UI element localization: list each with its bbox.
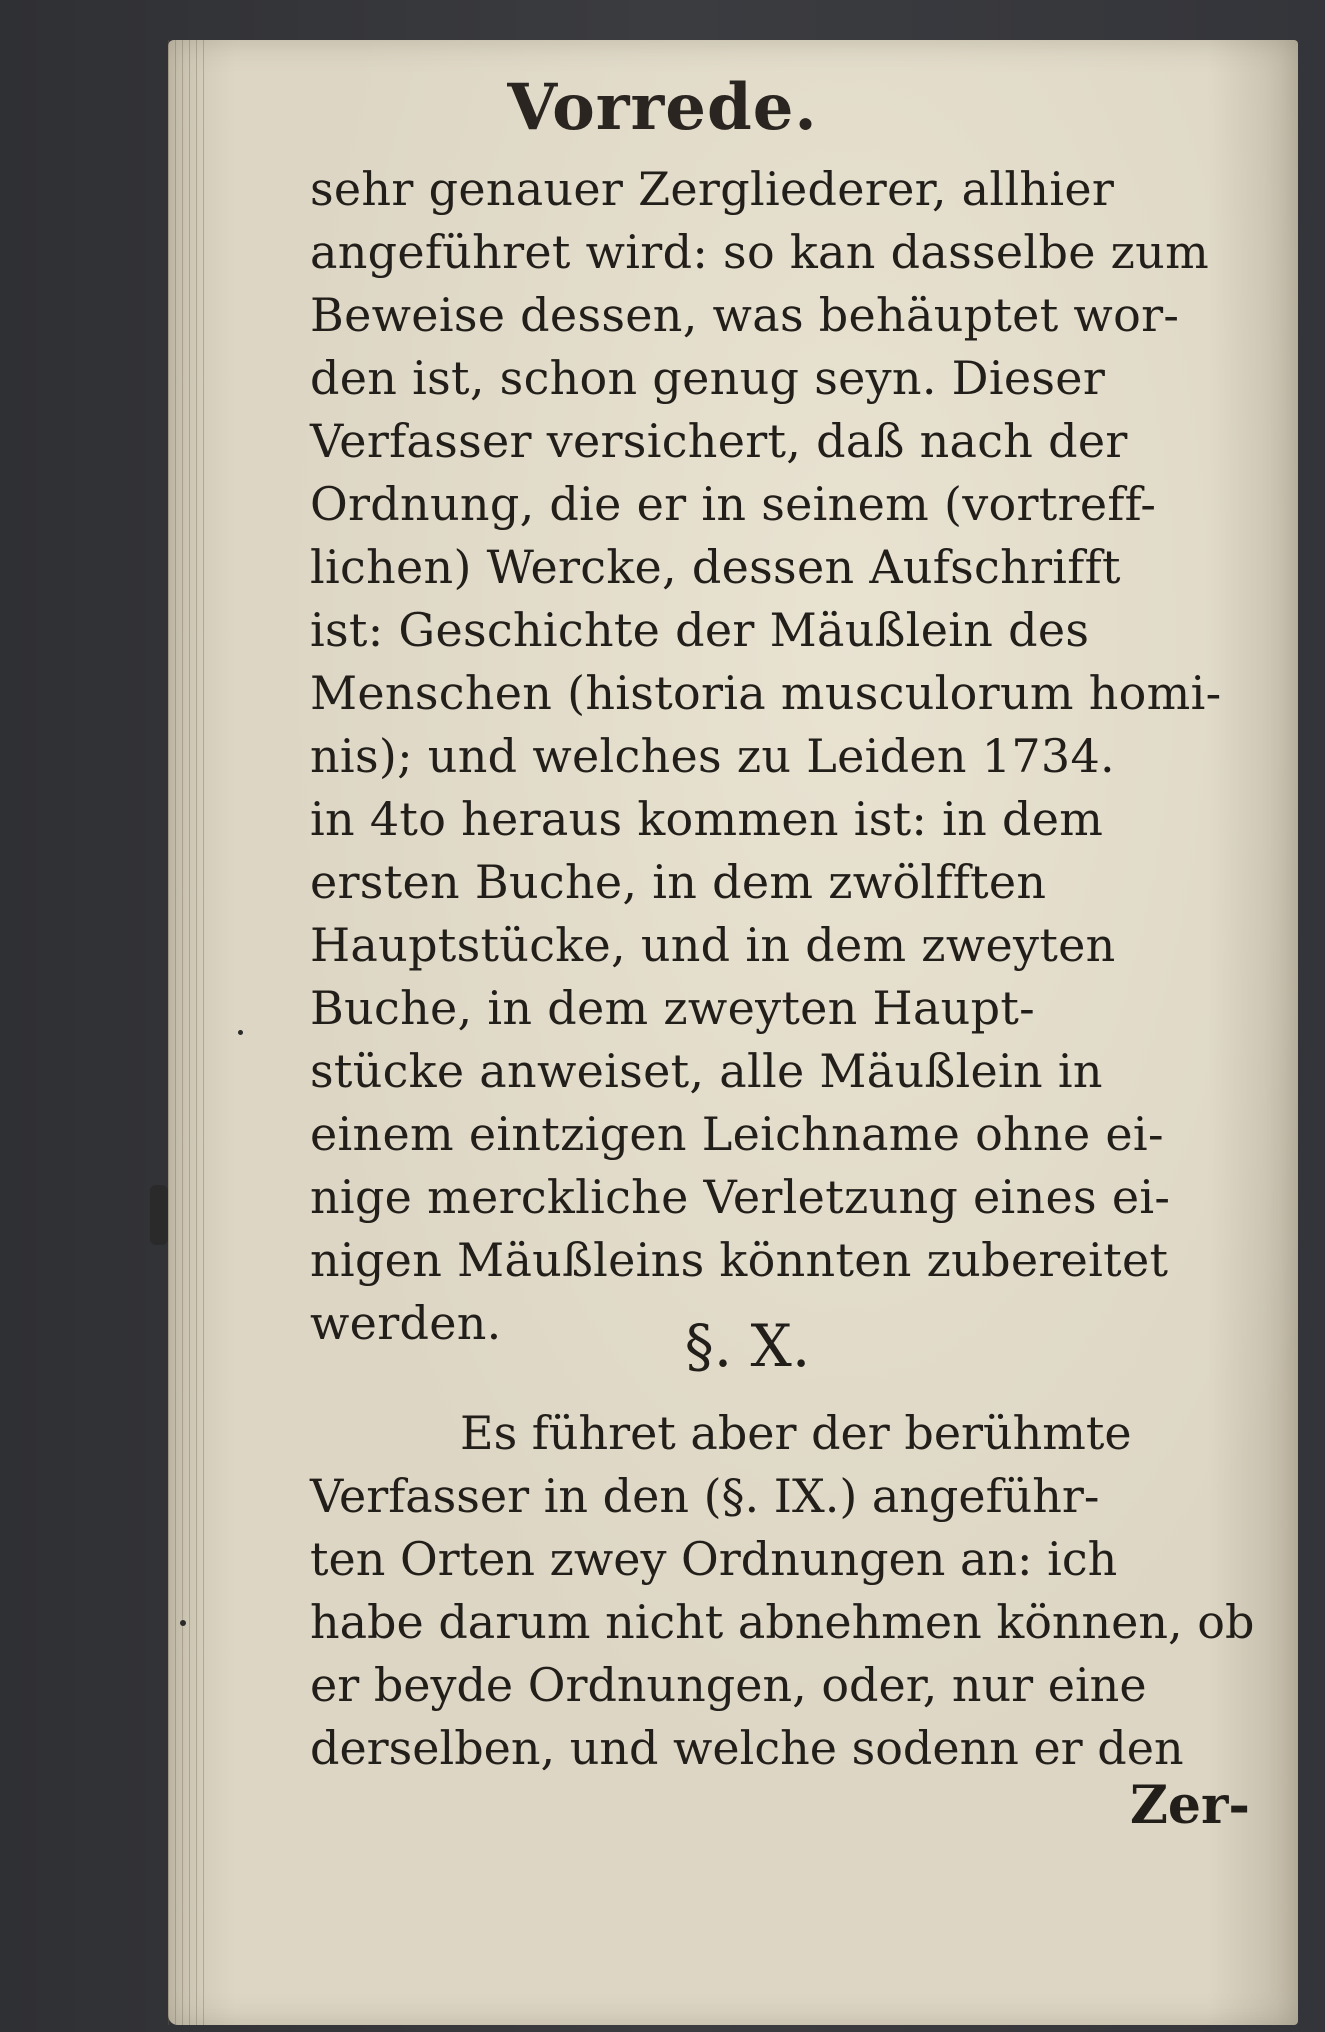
ink-spot <box>180 1620 186 1626</box>
text-line: stücke anweiset, alle Mäußlein in <box>310 1044 1103 1098</box>
page-header: Vorrede. <box>507 70 818 145</box>
paragraph-2 <box>310 1402 1255 1780</box>
text-line: Beweise dessen, was behäuptet wor- <box>310 288 1180 342</box>
text-line: er beyde Ordnungen, oder, nur eine <box>310 1658 1147 1712</box>
text-line: sehr genauer Zergliederer, allhier <box>310 162 1115 216</box>
text-line: Verfasser in den (§. IX.) angeführ- <box>310 1469 1100 1523</box>
text-line: Hauptstücke, und in dem zweyten <box>310 918 1116 972</box>
text-line: angeführet wird: so kan dasselbe zum <box>310 225 1210 279</box>
text-line: in 4to heraus kommen ist: in dem <box>310 792 1104 846</box>
section-heading: §. X. <box>684 1312 811 1380</box>
text-line: den ist, schon genug seyn. Dieser <box>310 351 1106 405</box>
page-edge-lines <box>168 40 208 2025</box>
text-line: derselben, und welche sodenn er den <box>310 1721 1184 1775</box>
text-line: Menschen (historia musculorum homi- <box>310 666 1222 720</box>
text-line: Verfasser versichert, daß nach der <box>310 414 1128 468</box>
text-line: nige merckliche Verletzung eines ei- <box>310 1170 1171 1224</box>
text-line: werden. <box>310 1296 502 1350</box>
text-line: Es führet aber der berühmte <box>460 1406 1132 1460</box>
text-line: habe darum nicht abnehmen können, ob <box>310 1595 1255 1649</box>
text-line: ersten Buche, in dem zwölfften <box>310 855 1047 909</box>
ink-spot <box>150 1185 168 1245</box>
text-line: nis); und welches zu Leiden 1734. <box>310 729 1115 783</box>
text-line: einem eintzigen Leichname ohne ei- <box>310 1107 1164 1161</box>
text-line: Ordnung, die er in seinem (vortreff- <box>310 477 1157 531</box>
text-line: lichen) Wercke, dessen Aufschrifft <box>310 540 1121 594</box>
paragraph-1 <box>310 158 1240 1355</box>
catchword: Zer- <box>1129 1775 1250 1836</box>
text-line: Buche, in dem zweyten Haupt- <box>310 981 1035 1035</box>
text-line: ten Orten zwey Ordnungen an: ich <box>310 1532 1118 1586</box>
text-line: ist: Geschichte der Mäußlein des <box>310 603 1090 657</box>
ink-spot <box>238 1030 243 1035</box>
text-line: nigen Mäußleins könnten zubereitet <box>310 1233 1169 1287</box>
